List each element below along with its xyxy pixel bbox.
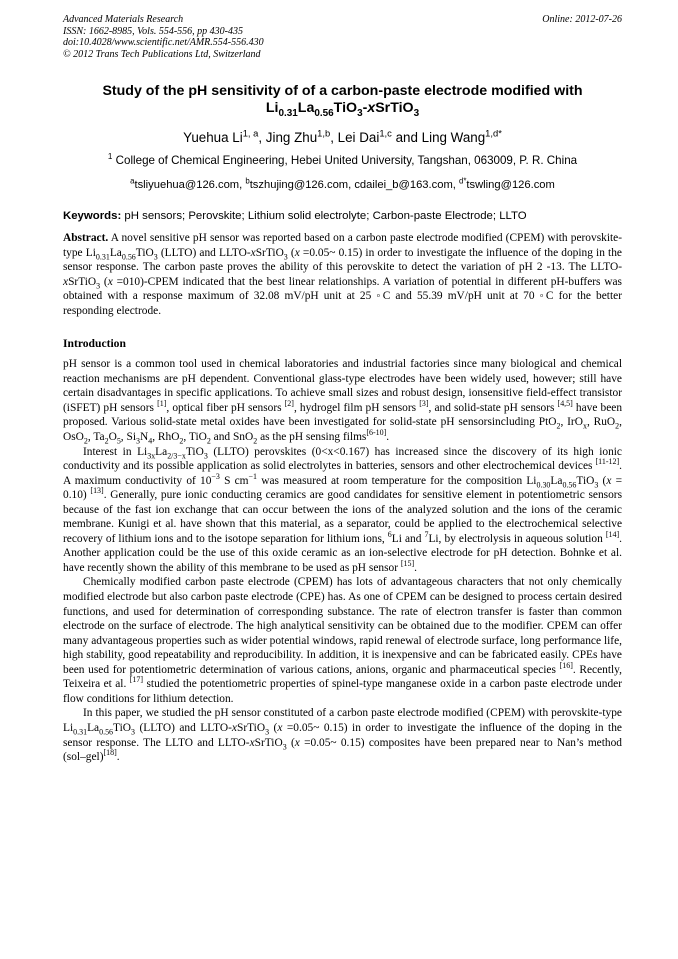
online-date: Online: 2012-07-26 — [542, 14, 622, 25]
intro-paragraph-2: Interest in $Li_{3x}La_{2/3-x}TiO_3$ (LLTO) perovskites (0<x<0.167) has increased since the discovery of its high ionic conductivity and its possible application as solid electrolytes in batteries, sensors and other electrochemical devices [11-12]. A maximum conductivity of $10^{-3}$ S $cm^{-1}$ was measured at room temperature for the composition $Li_{0.30}La_{0.56}TiO_3$ (x = 0.10) [13]. Generally, pure ionic conducting ceramics are good candidates for sensitive element in potentiometric sensors because of the fast ion exchange that can occur between the ions of the analyzed solution and the ions of the ceramic membrane. Kunigi et al. have shown that this material, as a separator, could be applied to the electrochemical selective recovery of lithium ions and to the isotope separation for lithium ions, $^6$Li and $^7$Li, by electrolysis in aqueous solution [14]. Another application could be the use of this oxide ceramic as an ion-selective electrode for pH detection. Bohnke et al. have recently shown the ability of this membrane to be used as pH sensor [15]. — [63, 445, 623, 574]
title-line-1: Study of the pH sensitivity of of a carbon-paste electrode modified with — [102, 83, 583, 99]
issn-line: ISSN: 1662-8985, Vols. 554-556, pp 430-435 — [63, 25, 243, 37]
section-heading-introduction: Introduction — [63, 337, 126, 351]
affiliation: $^1$ College of Chemical Engineering, Hebei United University, Tangshan, 063009, P. R. China — [107, 152, 578, 167]
intro-paragraph-3: Chemically modified carbon paste electrode (CPEM) has lots of advantageous characters that not only chemically modified electrode but also carbon paste electrode (CPE) has. As one of CPEM can be designed to process certain desired functions, and used for determination of corresponding substance. The rate of electron transfer is faster than common electrode on the surface of electrode. The high analytical sensitivity can be obtained due to the modifier. CPEM can offer many advantageous properties such as wider potential windows, rapid renewal of electrode surface, long performance life, high stability, good repeatability and reproducibility. In addition, it is inexpensive and can be fabricated easily. CPEs have been used for potentiometric determination of various cations, anions, organic and pharmaceutical species [16]. Recently, Teixeira et al. [17] studied the potentiometric properties of spinel-type manganese oxide in a carbon paste electrode under flow conditions for lithium detection. — [63, 576, 622, 705]
journal-name: Advanced Materials Research — [63, 14, 184, 25]
author-emails: $^a$tsliyuehua@126.com, $^b$tszhujing@126.com, cdailei_b@163.com, $^{d*}$tswling@126.com — [130, 176, 555, 191]
abstract — [63, 231, 622, 318]
keywords — [63, 209, 622, 223]
abstract-text: A novel sensitive pH sensor was reported based on a carbon paste electrode modified (CPEM) with perovskite-type $Li_{0.31}La_{0.56}TiO_3$ (LLTO) and LLTO-xSrTiO$_3$ (x =0.05~ 0.15) in order to investigate the influence of the doping in the sensor response. The carbon paste proves the ability of this perovskite to detect the variation of pH 2 -13. The LLTO-xSrTiO$_3$ (x =010)-CPEM indicated that the best linear relationships. A variation of potential in different pH-buffers was obtained with a response maximum of 32.08 mV/pH unit at 25 ◦C and 55.39 mV/pH unit at 70 ◦C for the better responding electrode. — [63, 232, 622, 317]
doi-line: doi:10.4028/www.scientific.net/AMR.554-556.430 — [63, 37, 264, 48]
intro-paragraph-4: In this paper, we studied the pH sensor constituted of a carbon paste electrode modified (CPEM) with perovskite-type $Li_{0.31}La_{0.56}TiO_3$ (LLTO) and LLTO-xSrTiO$_3$ (x =0.05~ 0.15) in order to investigate the influence of the doping in the sensor response. The LLTO and LLTO-xSrTiO$_3$ (x =0.05~ 0.15) composites have been prepared near to Nan’s method (sol–gel)[18]. — [63, 707, 622, 764]
author-list: Yuehua Li$^{1, a}$, Jing Zhu$^{1,b}$, Lei Dai$^{1,c}$ and Ling Wang$^{1,d*}$ — [183, 128, 502, 145]
keywords-text: pH sensors; Perovskite; Lithium solid electrolyte; Carbon-paste Electrode; LLTO — [121, 210, 527, 222]
title-line-2: $Li_{0.31}La_{0.56}TiO_3-xSrTiO_3$ — [265, 100, 420, 119]
keywords-label: Keywords: — [63, 210, 122, 222]
abstract-label: Abstract. — [63, 232, 109, 244]
paper-title — [63, 83, 622, 117]
copyright-line: © 2012 Trans Tech Publications Ltd, Switzerland — [63, 48, 261, 60]
journal-header — [63, 14, 622, 60]
intro-paragraph-1: pH sensor is a common tool used in chemical laboratories and industrial factories since many biological and chemical reaction mechanisms are pH dependent. Conventional glass-type electrodes have been widely used, however; still have certain disadvantages in specific applications. To achieve small sizes and robust design, ionsensitive field-effect transistor (iSFET) pH sensors [1], optical fiber pH sensors [2], hydrogel film pH sensors [3], and solid-state pH sensors [4,5] have been proposed. Various solid-state metal oxides have been investigated for solid-state pH sensorsincluding PtO$_2$, IrO$_x$, RuO$_2$, OsO$_2$, $Ta_2O_5$, $Si_3N_4$, RhO$_2$, TiO$_2$ and SnO$_2$ as the pH sensing films[6-10]. — [63, 358, 623, 446]
